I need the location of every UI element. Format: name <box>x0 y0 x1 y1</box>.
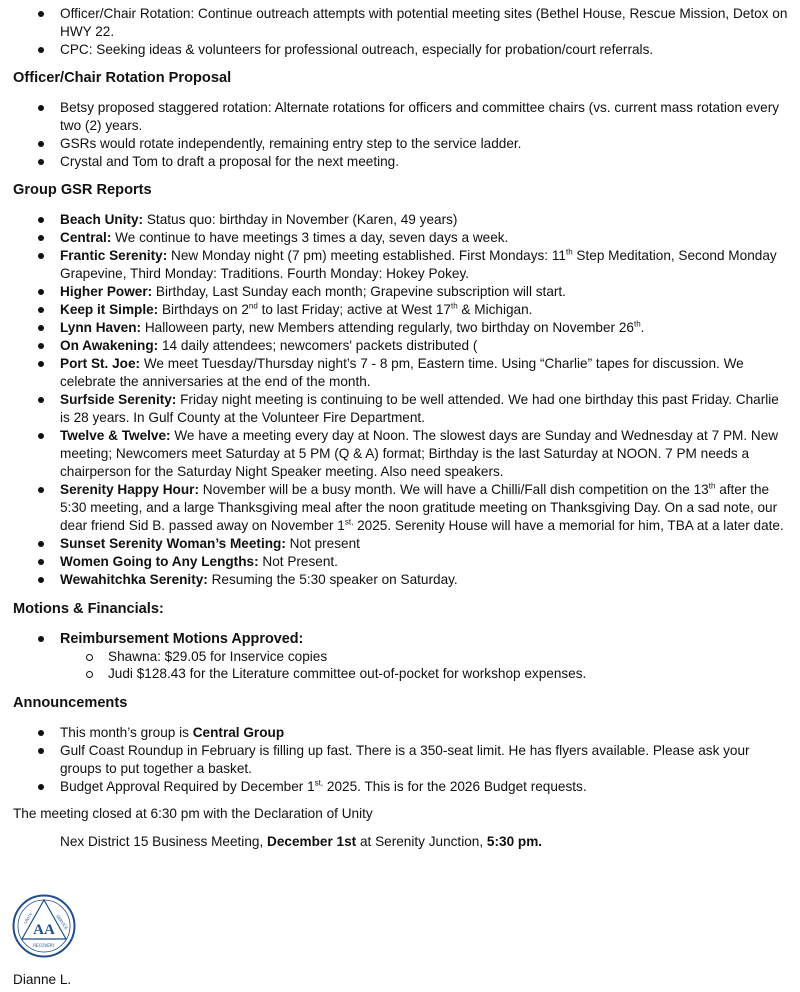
list-item <box>13 665 789 682</box>
group-report: Status quo: birthday in November (Karen, 49 years) <box>143 212 458 227</box>
group-report: 2025. Serenity House will have a memorial for him, TBA at a later date. <box>353 518 784 533</box>
list-item-text: Betsy proposed staggered rotation: Alternate rotations for officers and committee chairs (vs. current mass rotation every two (2) years. <box>60 100 780 133</box>
gsr-heading: Group GSR Reports <box>13 182 152 198</box>
group-name: Sunset Serenity Woman’s Meeting: <box>60 536 286 551</box>
superscript: th <box>565 247 573 257</box>
next-meeting-time: 5:30 pm. <box>486 834 543 849</box>
list-item-text: Crystal and Tom to draft a proposal for the next meeting. <box>60 154 400 169</box>
group-report: after the 5:30 meeting, and a large Thanksgiving meal after the noon gratitude meeting on Thanksgiving Day. On a sad note, our dear friend Sid B. passed away on November 1 <box>60 482 778 533</box>
group-name: Lynn Haven: <box>60 320 142 335</box>
signature: Dianne L. <box>13 972 72 987</box>
group-name: Surfside Serenity: <box>60 392 177 407</box>
list-item-text: Officer/Chair Rotation: Continue outreach attempts with potential meeting sites (Bethel House, Rescue Mission, Detox on HWY 22. <box>60 6 788 39</box>
top-list <box>13 5 789 59</box>
motions-sublist <box>13 648 789 682</box>
group-report: Not present <box>285 536 360 551</box>
group-name: Beach Unity: <box>60 212 144 227</box>
list-item-text: Judi $128.43 for the Literature committee out-of-pocket for workshop expenses. <box>108 666 587 681</box>
motions-heading: Motions & Financials: <box>13 601 164 617</box>
gsr-item-keep-it-simple <box>13 301 789 319</box>
gsr-list <box>13 211 789 589</box>
gsr-item-women-going <box>13 553 789 571</box>
gsr-item-wewahitchka <box>13 571 789 589</box>
motions-main-text: Reimbursement Motions Approved: <box>60 631 304 647</box>
logo-ring-left: UNITY <box>22 911 34 925</box>
group-name: Central: <box>60 230 112 245</box>
group-name: Keep it Simple: <box>60 302 159 317</box>
announcements-heading: Announcements <box>13 695 128 711</box>
aa-logo-icon <box>12 894 76 958</box>
logo-ring-right: SERVICE <box>55 913 69 931</box>
group-of-month: Central Group <box>192 725 285 740</box>
rotation-list <box>13 99 789 171</box>
announcements-list <box>13 724 789 796</box>
list-item <box>13 778 789 796</box>
group-report: 14 daily attendees; newcomers' packets distributed ( <box>158 338 478 353</box>
group-report: to last Friday; active at West 17 <box>257 302 451 317</box>
group-report: New Monday night (7 pm) meeting established. First Mondays: 11 <box>167 248 566 263</box>
list-item-text: Shawna: $29.05 for Inservice copies <box>108 649 328 664</box>
list-item-text: This month’s group is <box>60 725 193 740</box>
gsr-item-frantic-serenity <box>13 247 789 283</box>
group-name: Higher Power: <box>60 284 153 299</box>
group-name: Port St. Joe: <box>60 356 141 371</box>
motions-list <box>13 630 789 648</box>
superscript: th <box>633 319 641 329</box>
list-item-text: CPC: Seeking ideas & volunteers for professional outreach, especially for probation/court referrals. <box>60 42 654 57</box>
group-report: Birthday, Last Sunday each month; Grapevine subscription will start. <box>152 284 566 299</box>
list-item <box>13 41 789 59</box>
logo-ring-bottom: RECOVERY <box>33 943 55 948</box>
next-meeting <box>13 833 789 851</box>
list-item <box>13 742 789 778</box>
gsr-item-serenity-happy-hour <box>13 481 789 535</box>
gsr-item-on-awakening <box>13 337 789 355</box>
group-report: & Michigan. <box>457 302 533 317</box>
list-item-text: Gulf Coast Roundup in February is filling up fast. There is a 350-seat limit. He has flyers available. Please ask your groups to put together a basket. <box>60 743 750 776</box>
group-report: Halloween party, new Members attending regularly, two birthday on November 26 <box>141 320 634 335</box>
motions-main-item <box>13 630 789 648</box>
group-report: Friday night meeting is continuing to be well attended. We had one birthday this past Friday. Charlie is 28 years. In Gulf County at the Volunteer Fire Department. <box>60 392 779 425</box>
superscript: th <box>450 301 458 311</box>
group-report: . <box>640 320 645 335</box>
superscript: th <box>708 481 716 491</box>
group-name: Frantic Serenity: <box>60 248 168 263</box>
gsr-item-lynn-haven <box>13 319 789 337</box>
logo-letters: AA <box>33 922 55 938</box>
group-name: Women Going to Any Lengths: <box>60 554 259 569</box>
document <box>13 5 789 851</box>
list-item-text: GSRs would rotate independently, remaining entry step to the service ladder. <box>60 136 522 151</box>
list-item <box>13 648 789 665</box>
superscript: nd <box>248 301 258 311</box>
gsr-item-surfside-serenity <box>13 391 789 427</box>
group-report: Resuming the 5:30 speaker on Saturday. <box>207 572 458 587</box>
next-meeting-text: at Serenity Junction, <box>356 834 487 849</box>
gsr-item-twelve-and-twelve <box>13 427 789 481</box>
group-name: Twelve & Twelve: <box>60 428 171 443</box>
rotation-heading: Officer/Chair Rotation Proposal <box>13 70 232 86</box>
list-item <box>13 153 789 171</box>
gsr-item-higher-power <box>13 283 789 301</box>
group-name: Wewahitchka Serenity: <box>60 572 208 587</box>
list-item <box>13 99 789 135</box>
gsr-item-sunset-serenity <box>13 535 789 553</box>
gsr-item-central <box>13 229 789 247</box>
superscript: st, <box>314 778 324 788</box>
group-name: Serenity Happy Hour: <box>60 482 199 497</box>
group-report: November will be a busy month. We will have a Chilli/Fall dish competition on the 13 <box>198 482 709 497</box>
gsr-item-beach-unity <box>13 211 789 229</box>
list-item <box>13 5 789 41</box>
group-report: Step Meditation, Second Monday Grapevine, Third Monday: Traditions. Fourth Monday: Hokey Pokey. <box>60 248 777 281</box>
list-item-text: Budget Approval Required by December 1 <box>60 779 315 794</box>
group-name: On Awakening: <box>60 338 159 353</box>
group-report: We have a meeting every day at Noon. The slowest days are Sunday and Wednesday at 7 PM. New meeting; Newcomers meet Saturday at 5 PM (Q & A) format; Birthday is the last Saturday at NOON. 7 PM needs a chairperson for the Saturday Night Speaker meeting. Also need speakers. <box>60 428 779 479</box>
list-item <box>13 135 789 153</box>
gsr-item-port-st-joe <box>13 355 789 391</box>
group-report: We continue to have meetings 3 times a day, seven days a week. <box>111 230 509 245</box>
list-item-text: 2025. This is for the 2026 Budget requests. <box>323 779 587 794</box>
closing-line: The meeting closed at 6:30 pm with the Declaration of Unity <box>13 806 373 821</box>
next-meeting-text: Nex District 15 Business Meeting, <box>60 834 268 849</box>
group-report: We meet Tuesday/Thursday night’s 7 - 8 pm, Eastern time. Using “Charlie” tapes for discussion. We celebrate the anniversaries at the end of the month. <box>60 356 744 389</box>
group-report: Birthdays on 2 <box>158 302 249 317</box>
superscript: st, <box>344 517 354 527</box>
group-report: Not Present. <box>258 554 338 569</box>
list-item <box>13 724 789 742</box>
next-meeting-date: December 1st <box>267 834 357 849</box>
